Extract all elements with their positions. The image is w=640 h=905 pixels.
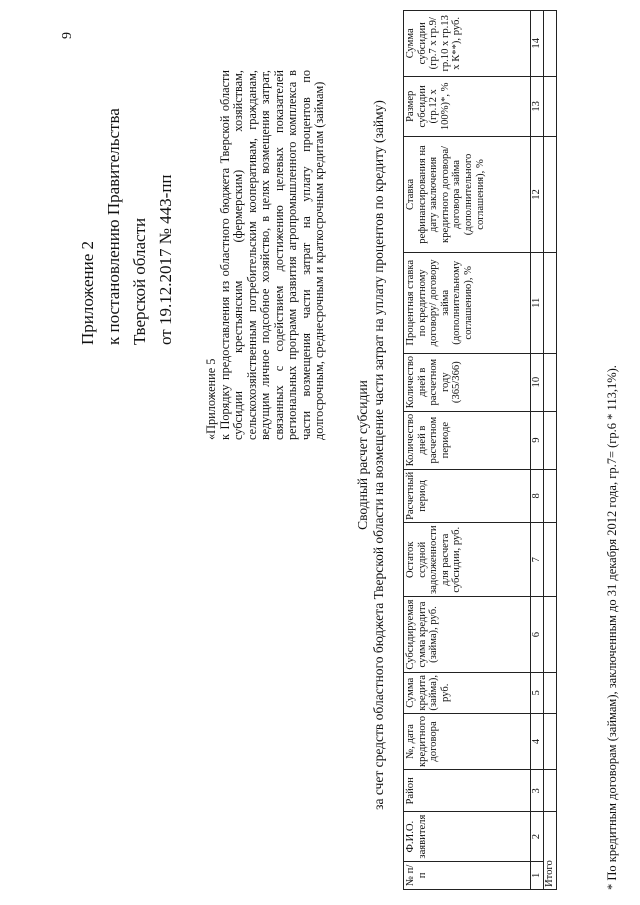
col-number: 2 (531, 812, 544, 861)
appendix2-header (75, 15, 179, 345)
appendix2-line: к постановлению Правительства (104, 108, 123, 345)
table-cell (544, 469, 557, 523)
table-cell (544, 523, 557, 597)
col-number: 4 (531, 713, 544, 769)
col-header: Расчетный период (404, 469, 531, 523)
col-number: 6 (531, 597, 544, 673)
appendix2-line: Приложение 2 (78, 241, 97, 345)
col-header: Сумма субсидии (гр.7 х гр.9/гр.10 х гр.13 х К**), руб. (404, 11, 531, 77)
table-cell (544, 76, 557, 136)
total-label: Итого (544, 812, 557, 890)
table-cell (544, 713, 557, 769)
col-number: 10 (531, 353, 544, 411)
table-cell (544, 672, 557, 713)
document-subtitle: за счет средств областного бюджета Тверской области на возмещение части затрат на уплату процентов по кредиту (займу) (371, 100, 386, 810)
col-number: 1 (531, 861, 544, 889)
col-number: 13 (531, 76, 544, 136)
subsidy-table (403, 10, 557, 890)
col-header: Сумма кредита (займа), руб. (404, 672, 531, 713)
appendix2-line: от 19.12.2017 № 443-пп (156, 174, 175, 345)
col-header: № п/п (404, 861, 531, 889)
col-number: 7 (531, 523, 544, 597)
col-header: Размер субсидии (гр.12 х 100%)*, % (404, 76, 531, 136)
table-cell (544, 411, 557, 469)
footnote: * По кредитным договорам (займам), заключенным до 31 декабря 2012 года, гр.7= (гр.6 * 113,1%). (605, 365, 619, 890)
appendix5-title: «Приложение 5 (204, 358, 218, 440)
table-cell (544, 597, 557, 673)
col-number: 12 (531, 137, 544, 253)
col-header: Процентная ставка по кредитному договору/ договору займа (дополнительному соглашению), % (404, 252, 531, 353)
total-row (544, 11, 557, 890)
col-header: Район (404, 770, 531, 812)
document-title: Сводный расчет субсидии (355, 380, 370, 530)
appendix5-text: к Порядку предоставления из областного бюджета Тверской области субсидии крестьянским (фермерским) хозяйствам, сельскохозяйственным потребительским кооперативам, гражданам, ведущим личное подсобное хозяйство, в целях возмещения затрат, связанных с содействием достижению целевых показателей региональных программ развития агропромышленного комплекса в части возмещения части затрат на уплату процентов по долгосрочным, среднесрочным и краткосрочным кредитам (займам) (217, 70, 326, 440)
col-number: 9 (531, 411, 544, 469)
table-cell (544, 11, 557, 77)
col-header: №, дата кредитного договора (404, 713, 531, 769)
col-header: Количество дней в расчетном периоде (404, 411, 531, 469)
col-number: 3 (531, 770, 544, 812)
table-cell (544, 252, 557, 353)
col-header: Субсидируемая сумма кредита (займа), руб. (404, 597, 531, 673)
page-number: 9 (60, 32, 75, 39)
appendix2-line: Тверской области (130, 217, 149, 345)
appendix5-header (205, 70, 327, 440)
col-number: 5 (531, 672, 544, 713)
table-header-row (404, 11, 531, 890)
document-title-block (355, 15, 387, 895)
col-number: 14 (531, 11, 544, 77)
column-number-row (531, 11, 544, 890)
table-cell (544, 353, 557, 411)
table-cell (544, 770, 557, 812)
col-header: Количество дней в расчетном году (365/366) (404, 353, 531, 411)
col-number: 8 (531, 469, 544, 523)
table-cell (544, 137, 557, 253)
col-number: 11 (531, 252, 544, 353)
col-header: Остаток ссудной задолженности для расчета субсидии, руб. (404, 523, 531, 597)
col-header: Ставка рефинансирования на дату заключения кредитного договора/ договора займа (дополнительного соглашения), % (404, 137, 531, 253)
col-header: Ф.И.О. заявителя (404, 812, 531, 861)
